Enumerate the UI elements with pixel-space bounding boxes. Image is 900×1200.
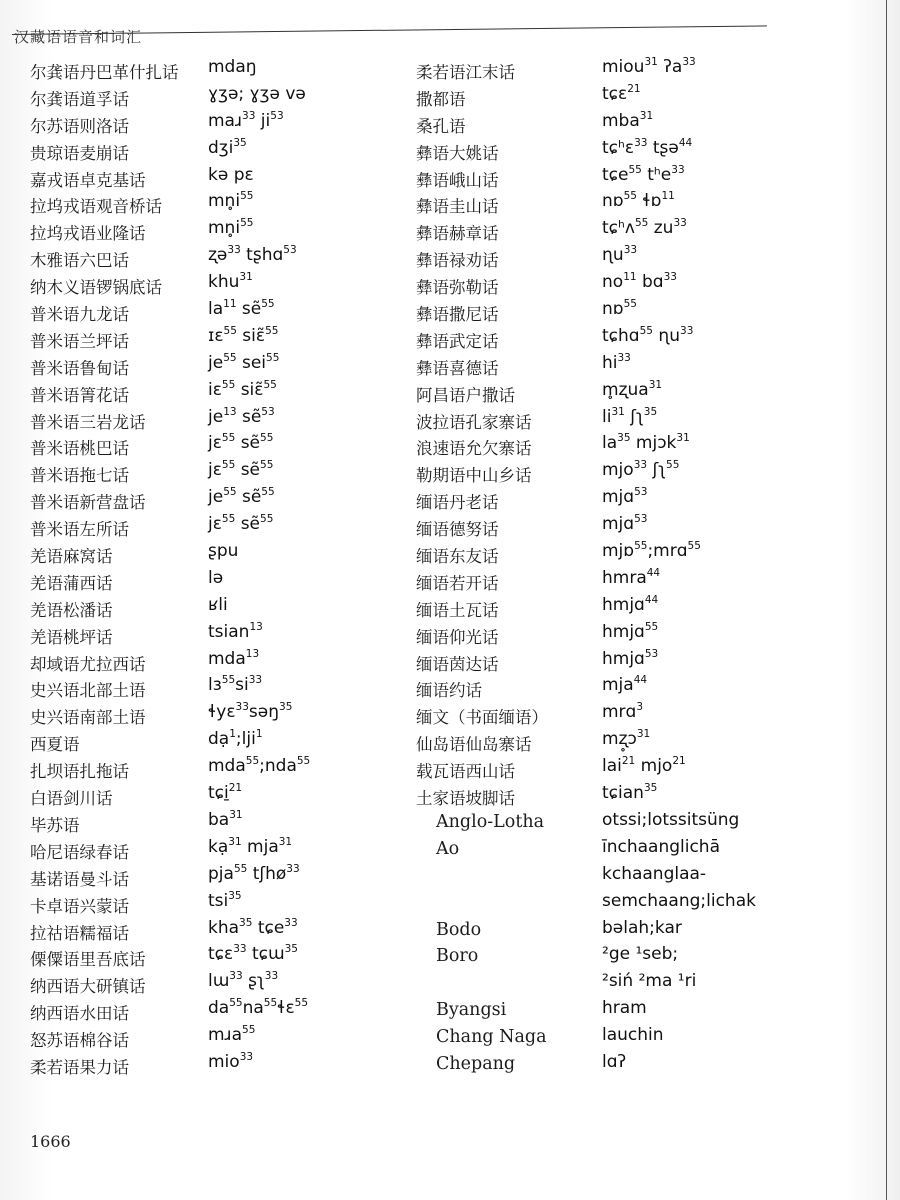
language-name: 彝语赫章话 — [416, 224, 499, 244]
word-form: mjɑ$^{53}$ — [602, 513, 648, 535]
language-name: Boro — [436, 946, 479, 967]
language-name: Chang Naga — [436, 1027, 547, 1048]
word-form: mda$^{13}$ — [208, 647, 260, 669]
word-form: jɛ$^{55}$ sẽ$^{55}$ — [208, 459, 274, 481]
language-name: 普米语左所话 — [30, 520, 129, 540]
word-form: tɕʰɛ$^{33}$ tʂə$^{44}$ — [602, 136, 693, 158]
word-form: $da^{55}na^{55}ɬɛ^{55}$ — [208, 997, 309, 1019]
language-name: 嘉戎语卓克基话 — [30, 170, 146, 190]
language-name: 柔若语果力话 — [30, 1057, 129, 1077]
language-name: 缅语东友话 — [416, 547, 499, 567]
language-name: Bodo — [436, 919, 482, 940]
language-name: 基诺语曼斗话 — [30, 869, 129, 889]
language-name: 扎坝语扎拖话 — [30, 762, 129, 782]
language-name: 普米语桃巴话 — [30, 439, 129, 459]
language-name: 却域语尤拉西话 — [30, 654, 146, 674]
language-name: 羌语桃坪话 — [30, 627, 113, 647]
language-name: 彝语大姚话 — [416, 143, 499, 163]
language-name: 木雅语六巴话 — [30, 251, 129, 271]
word-form: $hi^{33}$ — [602, 351, 631, 373]
language-name: 羌语蒲西话 — [30, 573, 113, 593]
word-form: nɒ$^{55}$ — [602, 298, 637, 320]
language-name: 撒都语 — [416, 89, 466, 109]
word-form: tɕhɑ$^{55}$ ɳu$^{33}$ — [602, 324, 694, 346]
language-name: 毕苏语 — [30, 815, 80, 835]
language-name: 普米语三岩龙话 — [30, 412, 146, 432]
word-form: ɬyɛ$^{33}$səŋ$^{35}$ — [208, 701, 293, 723]
word-form: tɕɛ$^{21}$ — [602, 82, 641, 104]
word-form: $li^{31}$ ʃʅ$^{35}$ — [602, 405, 658, 427]
word-form: pja$^{55}$ tʃhø$^{33}$ — [208, 862, 300, 884]
word-form: kạ$^{31}$ mja$^{31}$ — [208, 835, 293, 857]
word-form: iɛ$^{55}$ siɛ̃$^{55}$ — [208, 378, 277, 400]
word-form: lə — [208, 567, 224, 588]
word-form: dạ$^1$;lji$^1$ — [208, 728, 263, 750]
word-form: lɑʔ — [602, 1051, 627, 1072]
word-form: ʂpu — [208, 541, 239, 562]
language-name: 彝语撒尼话 — [416, 305, 499, 325]
language-name: 仙岛语仙岛寨话 — [416, 735, 532, 755]
word-form: lɯ$^{33}$ ʂʅ$^{33}$ — [208, 970, 279, 992]
language-name: 史兴语南部土语 — [30, 708, 146, 728]
word-form: $no^{11}$ bɑ$^{33}$ — [602, 271, 677, 293]
language-name: 哈尼语绿春话 — [30, 842, 129, 862]
language-name: 彝语禄劝话 — [416, 251, 499, 271]
language-name: 傈僳语里吾底话 — [30, 950, 146, 970]
language-name: 阿昌语户撒话 — [416, 385, 515, 405]
language-name: 缅语若开话 — [416, 573, 499, 593]
language-name: 缅文（书面缅语） — [416, 708, 548, 728]
language-name: 缅语丹老话 — [416, 493, 499, 513]
language-name: Anglo-Lotha — [436, 811, 545, 832]
language-name: 缅语茵达话 — [416, 654, 499, 674]
language-name: 纳西语水田话 — [30, 1004, 129, 1024]
word-form: kə pɛ — [208, 164, 254, 185]
word-form: tsi$^{35}$ — [208, 889, 242, 911]
word-form: m̥ʐua$^{31}$ — [602, 378, 663, 400]
word-form: mɹa$^{55}$ — [208, 1024, 256, 1046]
word-form: $je^{13}$ sẽ$^{53}$ — [208, 405, 275, 427]
word-form: maɹ$^{33}$ $ji^{53}$ — [208, 109, 284, 131]
word-form: ɪɛ$^{55}$ siɛ̃$^{55}$ — [208, 324, 279, 346]
running-header: 汉藏语语音和词汇 — [14, 28, 143, 46]
word-form: tɕian$^{35}$ — [602, 782, 658, 804]
word-form: dʒi$^{35}$ — [208, 136, 247, 158]
language-name: 彝语武定话 — [416, 331, 499, 351]
word-form: mʐ̥ɔ$^{31}$ — [602, 728, 651, 750]
language-name: 拉坞戎语业隆话 — [30, 224, 146, 244]
language-name: 尔苏语则洛话 — [30, 116, 129, 136]
language-name: 普米语九龙话 — [30, 305, 129, 325]
word-form: tɕi̱$^{21}$ — [208, 782, 243, 804]
word-form: mdaŋ — [208, 57, 257, 77]
language-name: 普米语拖七话 — [30, 466, 129, 486]
language-name: 怒苏语棉谷话 — [30, 1031, 129, 1051]
word-form: miou$^{31}$ ʔa$^{33}$ — [602, 56, 696, 77]
language-name: 彝语弥勒话 — [416, 278, 499, 298]
word-form: mjɒ$^{55}$;mrɑ$^{55}$ — [602, 540, 701, 562]
language-name: 载瓦语西山话 — [416, 762, 515, 782]
word-form: $la^{35}$ mjɔk$^{31}$ — [602, 432, 690, 454]
language-name: 彝语圭山话 — [416, 197, 499, 217]
language-name: 缅语德努话 — [416, 520, 499, 540]
word-form: mda$^{55}$;nda$^{55}$ — [208, 755, 311, 777]
word-form: mja$^{44}$ — [602, 674, 648, 696]
word-form: $mn̥i^{55}$ — [208, 217, 254, 239]
language-name: 缅语约话 — [416, 681, 482, 701]
word-form: kchaanglaa- — [602, 863, 707, 884]
word-form: hmjɑ$^{53}$ — [602, 647, 659, 669]
word-form: ɣʒə; ɣʒə və — [208, 83, 306, 104]
language-name: 羌语松潘话 — [30, 600, 113, 620]
language-name: 普米语鲁甸话 — [30, 358, 129, 378]
language-name: 西夏语 — [30, 735, 80, 755]
language-name: 白语剑川话 — [30, 789, 113, 809]
language-name: 尔龚语道孚话 — [30, 89, 129, 109]
word-form: ²ge ¹seb; — [602, 944, 679, 965]
word-form: lauchin — [602, 1025, 664, 1046]
language-name: 卡卓语兴蒙话 — [30, 896, 129, 916]
language-name: 尔龚语丹巴革什扎话 — [30, 63, 179, 82]
word-form: $mn̥i^{55}$ — [208, 190, 254, 212]
word-form: īnchaanglichā — [602, 836, 721, 857]
language-name: 羌语麻窝话 — [30, 547, 113, 567]
language-name: 拉祜语糯福话 — [30, 923, 129, 943]
word-form: $lɜ^{55}si^{33}$ — [208, 674, 263, 696]
word-form: mrɑ$^3$ — [602, 701, 644, 723]
language-name: 柔若语江末话 — [416, 63, 515, 82]
word-form: jɛ$^{55}$ sẽ$^{55}$ — [208, 432, 274, 454]
word-form: khu$^{31}$ — [208, 271, 253, 293]
word-form: tɕe$^{55}$ tʰe$^{33}$ — [602, 163, 685, 185]
language-name: 普米语兰坪话 — [30, 331, 129, 351]
page-number: 1666 — [30, 1132, 71, 1151]
word-form: hmjɑ$^{55}$ — [602, 620, 659, 642]
word-form: nɒ$^{55}$ ɬɒ$^{11}$ — [602, 190, 675, 212]
language-name: 缅语土瓦话 — [416, 600, 499, 620]
word-form: tɕʰʌ$^{55}$ $zu^{33}$ — [602, 217, 687, 239]
language-name: 普米语箐花话 — [30, 385, 129, 405]
word-form: $je^{55}$ sei$^{55}$ — [208, 351, 280, 373]
word-form: hmra$^{44}$ — [602, 566, 661, 588]
language-name: 勒期语中山乡话 — [416, 466, 532, 486]
language-name: 彝语喜德话 — [416, 358, 499, 378]
word-form: jɛ$^{55}$ sẽ$^{55}$ — [208, 513, 274, 535]
word-form: tsian$^{13}$ — [208, 620, 263, 642]
language-name: 缅语仰光话 — [416, 627, 499, 647]
language-name: 彝语峨山话 — [416, 170, 499, 190]
word-form: tɕɛ$^{33}$ tɕɯ$^{35}$ — [208, 943, 298, 965]
word-form: $ba^{31}$ — [208, 808, 243, 830]
word-form: $je^{55}$ sẽ$^{55}$ — [208, 486, 275, 508]
word-form: $la^{11}$ sẽ$^{55}$ — [208, 298, 275, 320]
word-form: kha$^{35}$ tɕe$^{33}$ — [208, 916, 298, 938]
word-form: ʐə$^{33}$ tʂhɑ$^{53}$ — [208, 244, 297, 266]
page-edge-line — [886, 0, 887, 1200]
language-name: Chepang — [436, 1053, 516, 1074]
language-name: 贵琼语麦崩话 — [30, 143, 129, 163]
language-name: 普米语新营盘话 — [30, 493, 146, 513]
word-form: hmjɑ$^{44}$ — [602, 593, 659, 615]
language-name: 土家语坡脚话 — [416, 789, 515, 809]
language-name: 桑孔语 — [416, 116, 466, 136]
word-form: otssi;lotssitsüng — [602, 809, 740, 830]
word-form: ʁli — [208, 594, 228, 615]
language-name: 史兴语北部土语 — [30, 681, 146, 701]
language-name: Byangsi — [436, 1000, 507, 1021]
language-name: 纳木义语锣锅底话 — [30, 278, 162, 298]
word-form: ²siń ²ma ¹ri — [602, 971, 697, 992]
word-form: lai$^{21}$ mjo$^{21}$ — [602, 755, 686, 777]
word-form: ɳu$^{33}$ — [602, 244, 638, 266]
word-form: mba$^{31}$ — [602, 109, 654, 131]
word-form: bəlah;kar — [602, 917, 682, 938]
language-name: 拉坞戎语观音桥话 — [30, 197, 162, 217]
language-name: Ao — [436, 838, 460, 859]
word-form: semchaang;lichak — [602, 890, 756, 911]
word-form: hram — [602, 998, 647, 1019]
word-form: mio$^{33}$ — [208, 1050, 254, 1072]
language-name: 纳西语大研镇话 — [30, 977, 146, 997]
language-name: 波拉语孔家寨话 — [416, 412, 532, 432]
word-form: mjɑ$^{53}$ — [602, 486, 648, 508]
word-form: mjo$^{33}$ ʃʅ$^{55}$ — [602, 459, 680, 481]
language-name: 浪速语允欠寨话 — [416, 439, 532, 459]
